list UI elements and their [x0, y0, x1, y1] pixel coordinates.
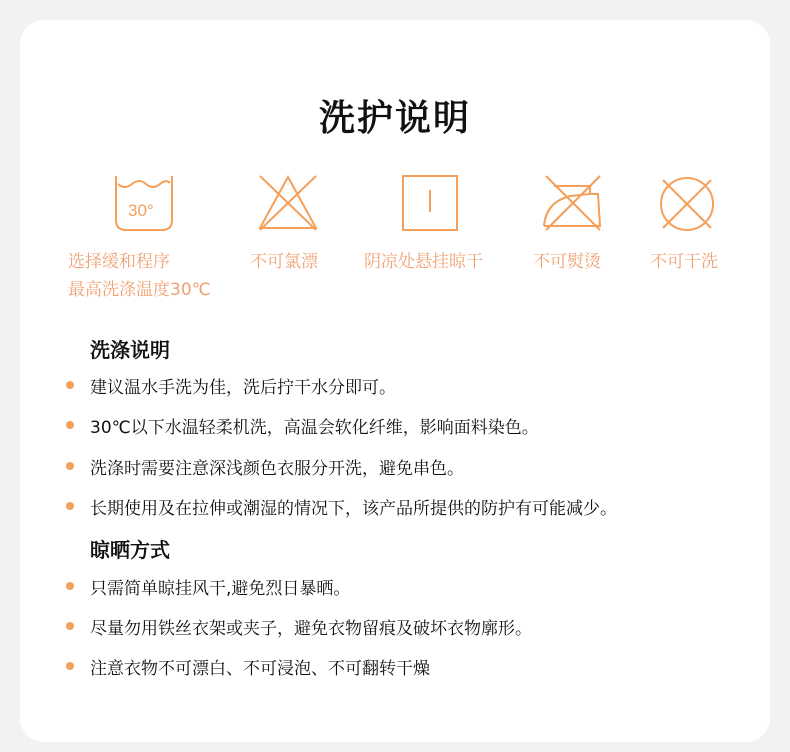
list-item: [66, 373, 396, 397]
list-item-text: 只需简单晾挂风干,避免烈日暴晒。: [90, 578, 351, 599]
list-item-text: 尽量勿用铁丝衣架或夹子，避免衣物留痕及破坏衣物廓形。: [90, 618, 532, 639]
list-item: [66, 614, 532, 638]
no-bleach-label: 不可氯漂: [250, 252, 318, 272]
wash-temp-text: 30°: [128, 201, 154, 220]
list-item-text: 注意衣物不可漂白、不可浸泡、不可翻转干燥: [90, 658, 430, 679]
bullet-dot: [66, 462, 74, 470]
bullet-dot: [66, 381, 74, 389]
no-dry-clean-label: 不可干洗: [650, 252, 718, 272]
list-item: [66, 574, 350, 598]
no-iron-label: 不可熨烫: [533, 252, 601, 272]
bullet-dot: [66, 622, 74, 630]
list-item: [66, 494, 617, 518]
list-item: [66, 654, 430, 678]
list-item-text: 洗涤时需要注意深浅颜色衣服分开洗，避免串色。: [90, 458, 464, 479]
list-item-text: 30℃以下水温轻柔机洗，高温会软化纤维，影响面料染色。: [90, 417, 539, 438]
wash-30-label-line2: 最高洗涤温度30℃: [68, 280, 211, 300]
wash-30-label: [68, 248, 211, 304]
line-dry-shade-label: 阴凉处悬挂晾干: [364, 252, 483, 272]
bullet-dot: [66, 582, 74, 590]
list-item-text: 长期使用及在拉伸或潮湿的情况下，该产品所提供的防护有可能减少。: [90, 498, 617, 519]
list-item: [66, 413, 539, 437]
line-dry-shade-icon: [401, 174, 459, 232]
drying-section-title: 晾晒方式: [90, 538, 170, 562]
bullet-dot: [66, 421, 74, 429]
wash-30-label-line1: 选择缓和程序: [68, 252, 170, 272]
bullet-dot: [66, 662, 74, 670]
list-item: [66, 454, 464, 478]
washing-section-title: 洗涤说明: [90, 338, 170, 362]
wash-30-icon: [112, 170, 176, 234]
page-title: 洗护说明: [318, 98, 471, 139]
list-item-text: 建议温水手洗为佳，洗后拧干水分即可。: [90, 377, 396, 398]
no-iron-icon: [540, 172, 604, 232]
bullet-dot: [66, 502, 74, 510]
no-bleach-icon: [256, 172, 320, 232]
no-dry-clean-icon: [657, 174, 717, 234]
